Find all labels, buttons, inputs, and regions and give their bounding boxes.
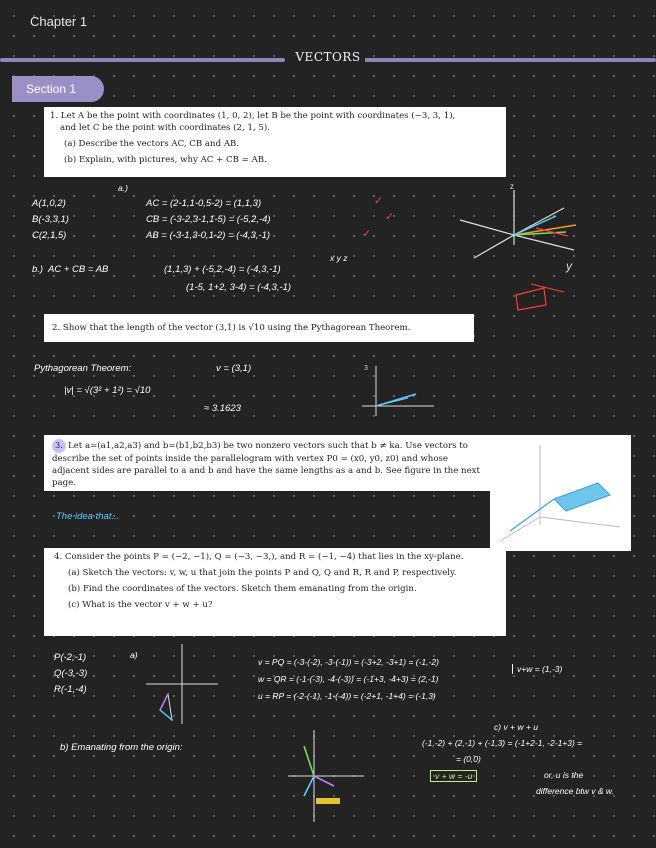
q3-text [52,439,482,489]
question-2-box [44,314,474,342]
q1-work-b-eq: AC + CB = AB [48,264,109,275]
q2-work-line2: |v| = √(3² + 1²) = √10 [64,385,151,396]
title-bar [0,50,656,65]
q1-3d-sketch [446,180,616,320]
q1-line-cb: CB = (-3-2,3-1,1-5) = (-5,2,-4) [146,214,271,225]
q4-c-note2: difference btw v & w. [536,786,614,796]
q2-work-line1: Pythagorean Theorem: [34,363,132,374]
q4-part-b: (b) Find the coordinates of the vectors. Sketch them emanating from the origin. [68,584,417,594]
q4-c-line2: (-1,-2) + (2,-1) + (-1,3) = (-1+2-1, -2-1+3) = [422,738,583,748]
q1-work-a-label: a.) [118,183,128,193]
q2-graph-label: 3 [364,365,368,372]
question-1-box [44,107,506,177]
q1-point-c: C(2,1,5) [32,230,67,241]
q1-axis-y: y [566,259,572,273]
q3-figure-box [490,435,631,551]
q4-c-note1: or, u is the [544,770,584,780]
q4-point-q: Q(-3,-3) [54,668,88,679]
q1-stem: 1. Let A be the point with coordinates (1, 0, 2), let B be the point with coordinates (−3, 3, 1), [50,111,456,121]
page-title: VECTORS [291,50,364,64]
question-4-box [44,548,506,636]
q4-c-line1: c) v + w + u [494,722,538,732]
check-mark-icon: ✓ [385,210,395,223]
q3-work: The idea that... [56,511,120,522]
q1-point-b: B(-3,3,1) [32,214,69,225]
q4-part-c: (c) What is the vector v + w + u? [68,600,213,610]
q4-sketch-b [286,726,366,826]
q4-part-a: (a) Sketch the vectors: v, w, u that join the points P and Q, Q and R, R and P, respectively. [68,568,457,578]
q1-part-b: (b) Explain, with pictures, why AC + CB = AB. [64,155,267,165]
q1-part-a: (a) Describe the vectors AC, CB and AB. [64,139,240,149]
check-mark-icon: ✓ [362,227,372,240]
section-tab[interactable]: Section 1 [12,76,104,102]
q2-work-line3: ≈ 3.1623 [204,403,241,414]
q4-point-p: P(-2,-1) [54,652,87,663]
q3-text-body: Let a=(a1,a2,a3) and b=(b1,b2,b3) be two nonzero vectors such that b ≠ ka. Use vectors to describe the set of points inside the parallelogram with vertex P0 = (x0, y0, z0) and whose adjacent sides are parallel to a and b and have the same lengths as a and b. See figure in the next page. [52,441,480,488]
q4-u: u = RP = (-2-(-1), -1-(-4)) = (-2+1, -1+4) = (-1,3) [258,691,436,701]
q1-point-a: A(1,0,2) [32,198,66,209]
q2-work-line1b: v = (3,1) [216,363,252,374]
q4-c-boxed: v + w = -u [430,770,477,782]
q1-axis-z: z [510,182,514,191]
q4-w: w = QR = (-1-(-3), -4-(-3)) = (-1+3, -4+3) = (2,-1) [258,674,439,684]
q1-line-ac: AC = (2-1,1-0,5-2) = (1,1,3) [146,198,262,209]
q4-sketch-a [142,640,222,728]
check-mark-icon: ✓ [374,194,384,207]
question-3-box [44,435,490,491]
q3-parallelogram-figure [490,435,631,551]
q4-point-r: R(-1,-4) [54,684,87,695]
q1-xyz-label: x y z [330,253,348,263]
q4-c-line3: = (0,0) [456,754,481,764]
q4-work-b-label: b) Emanating from the origin: [60,742,183,753]
q2-graph [358,360,438,420]
q4-v: v = PQ = (-3-(-2), -3-(-1)) = (-3+2, -3+1) = (-1,-2) [258,657,439,667]
q3-number: 3. [52,439,66,453]
q4-stem: 4. Consider the points P = (−2, −1), Q = (−3, −3,), and R = (−1, −4) that lies in the xy-plane. [54,552,464,562]
q1-line-ab: AB = (-3-1,3-0,1-2) = (-4,3,-1) [146,230,271,241]
q4-work-a-label: a) [130,650,138,660]
q2-text: 2. Show that the length of the vector (3,1) is √10 using the Pythagorean Theorem. [52,323,411,333]
q4-brace-note: v+w = (1,-3) [512,664,562,674]
q1-work-b-calc1: (1,1,3) + (-5,2,-4) = (-4,3,-1) [164,264,281,275]
chapter-label: Chapter 1 [30,14,88,29]
q1-work-b-label: b.) [32,264,44,275]
q1-stem-cont: and let C be the point with coordinates (2, 1, 5). [60,123,270,133]
q1-work-b-calc2: (1-5, 1+2, 3-4) = (-4,3,-1) [186,282,292,293]
